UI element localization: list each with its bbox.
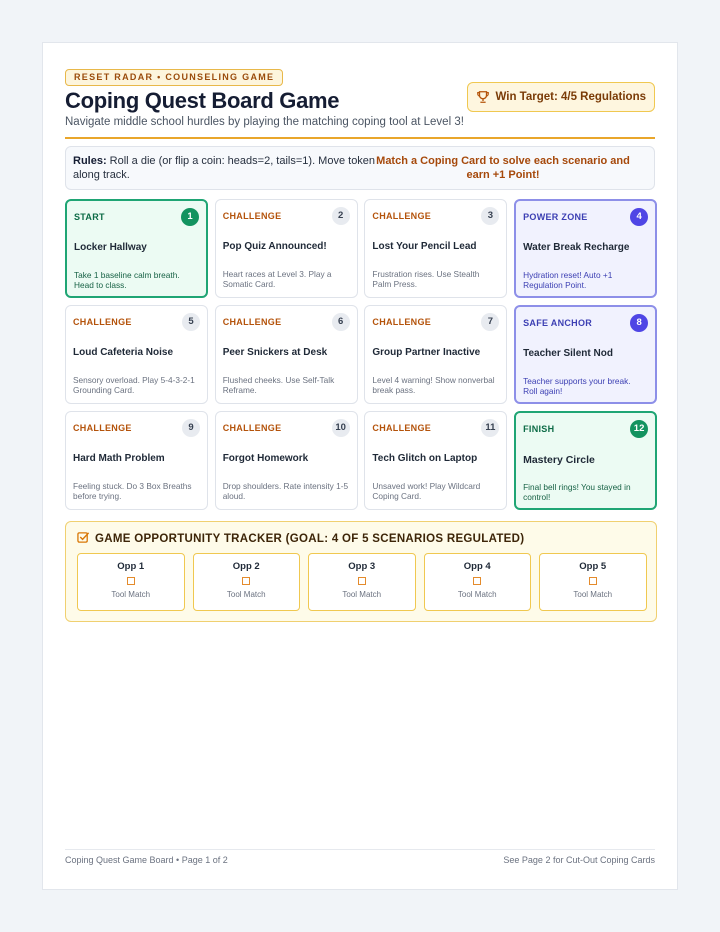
win-target-label: Win Target: 4/5 Regulations — [495, 91, 646, 103]
space-number: 1 — [181, 208, 199, 226]
space-title: Group Partner Inactive — [372, 347, 481, 358]
rules-box — [65, 146, 655, 190]
slot-label: Opp 3 — [348, 561, 376, 572]
space-description: Teacher supports your break. Roll again! — [523, 376, 631, 397]
board-space-2 — [215, 199, 358, 298]
space-description: Hydration reset! Auto +1 Regulation Point. — [523, 270, 613, 291]
rules-text — [73, 154, 381, 182]
space-title: Tech Glitch on Laptop — [372, 453, 478, 464]
tracker-slot-5 — [539, 553, 647, 611]
rules-highlight: Match a Coping Card to solve each scenario and earn +1 Point! — [376, 155, 630, 181]
board-space-9 — [65, 411, 208, 510]
rules-label: Rules: — [73, 155, 107, 167]
worksheet-page — [42, 42, 678, 890]
slot-caption: Tool Match — [342, 590, 382, 599]
space-number: 8 — [630, 314, 648, 332]
space-type: START — [74, 212, 105, 222]
space-description: Frustration rises. Use Stealth Palm Press. — [372, 269, 480, 290]
tracker-slot-4 — [424, 553, 532, 611]
opportunity-tracker — [65, 521, 657, 622]
board-space-6 — [215, 305, 358, 404]
tracker-slots — [77, 553, 647, 611]
slot-label: Opp 2 — [232, 561, 260, 572]
space-type: POWER ZONE — [523, 212, 588, 222]
rules-body: Roll a die (or flip a coin: heads=2, tails=1). Move token along track. — [73, 155, 376, 181]
space-type: CHALLENGE — [372, 211, 432, 221]
footer-divider — [65, 849, 655, 850]
space-description: Final bell rings! You stayed in control! — [523, 482, 631, 503]
space-type: CHALLENGE — [73, 317, 132, 327]
slot-caption: Tool Match — [457, 590, 497, 599]
space-title: Teacher Silent Nod — [523, 348, 613, 359]
footer-left: Coping Quest Game Board • Page 1 of 2 — [65, 855, 228, 865]
space-type: CHALLENGE — [222, 211, 282, 221]
board-space-3 — [364, 199, 507, 298]
header-divider — [65, 137, 655, 139]
footer-right: See Page 2 for Cut-Out Coping Cards — [503, 855, 655, 865]
page-title: Coping Quest Board Game — [65, 88, 340, 113]
space-title: Mastery Circle — [523, 454, 595, 466]
space-description: Heart races at Level 3. Play a Somatic Card. — [222, 269, 332, 290]
space-title: Lost Your Pencil Lead — [372, 241, 477, 252]
space-number: 9 — [182, 419, 200, 437]
board-space-11 — [364, 411, 507, 510]
space-description: Flushed cheeks. Use Self-Talk Reframe. — [222, 375, 335, 396]
slot-checkbox[interactable] — [242, 577, 250, 585]
space-type: FINISH — [523, 424, 555, 434]
board-space-10 — [215, 411, 358, 510]
category-badge: RESET RADAR • COUNSELING GAME — [65, 69, 283, 86]
checkbox-icon — [77, 531, 90, 547]
board-space-1 — [65, 199, 208, 298]
slot-checkbox[interactable] — [589, 577, 597, 585]
space-title: Forgot Homework — [222, 453, 309, 464]
space-description: Feeling stuck. Do 3 Box Breaths before trying. — [73, 481, 192, 502]
space-number: 10 — [332, 419, 350, 437]
tracker-slot-2 — [193, 553, 301, 611]
space-description: Sensory overload. Play 5-4-3-2-1 Grounding Card. — [73, 375, 195, 396]
space-type: CHALLENGE — [372, 317, 432, 327]
space-title: Loud Cafeteria Noise — [73, 347, 174, 358]
board-space-7 — [364, 305, 507, 404]
page-subtitle: Navigate middle school hurdles by playing the matching coping tool at Level 3! — [65, 116, 464, 128]
space-type: SAFE ANCHOR — [523, 318, 593, 328]
tracker-header — [77, 531, 524, 547]
space-description: Unsaved work! Play Wildcard Coping Card. — [372, 481, 481, 502]
slot-checkbox[interactable] — [358, 577, 366, 585]
slot-label: Opp 4 — [463, 561, 491, 572]
slot-checkbox[interactable] — [127, 577, 135, 585]
space-title: Water Break Recharge — [523, 242, 630, 253]
space-type: CHALLENGE — [73, 423, 132, 433]
tracker-slot-1 — [77, 553, 185, 611]
board-space-8 — [514, 305, 657, 404]
board-space-12 — [514, 411, 657, 510]
space-type: CHALLENGE — [222, 317, 282, 327]
slot-label: Opp 5 — [579, 561, 607, 572]
space-number: 4 — [630, 208, 648, 226]
space-description: Level 4 warning! Show nonverbal break pass. — [372, 375, 495, 396]
tracker-slot-3 — [308, 553, 416, 611]
space-title: Hard Math Problem — [73, 453, 165, 464]
slot-label: Opp 1 — [117, 561, 145, 572]
board-space-5 — [65, 305, 208, 404]
space-number: 5 — [182, 313, 200, 331]
space-number: 6 — [332, 313, 350, 331]
space-number: 7 — [481, 313, 499, 331]
space-type: CHALLENGE — [372, 423, 432, 433]
tracker-title: GAME OPPORTUNITY TRACKER (GOAL: 4 OF 5 SCENARIOS REGULATED) — [95, 533, 525, 545]
space-title: Peer Snickers at Desk — [222, 347, 328, 358]
space-description: Drop shoulders. Rate intensity 1-5 aloud. — [222, 481, 349, 502]
space-number: 2 — [332, 207, 350, 225]
slot-checkbox[interactable] — [473, 577, 481, 585]
space-number: 11 — [481, 419, 499, 437]
slot-caption: Tool Match — [111, 590, 151, 599]
space-number: 12 — [630, 420, 648, 438]
slot-caption: Tool Match — [226, 590, 266, 599]
space-description: Take 1 baseline calm breath. Head to class. — [74, 270, 180, 291]
trophy-icon — [476, 90, 490, 104]
board-space-4 — [514, 199, 657, 298]
slot-caption: Tool Match — [573, 590, 613, 599]
space-title: Locker Hallway — [74, 242, 147, 253]
space-number: 3 — [481, 207, 499, 225]
space-type: CHALLENGE — [222, 423, 282, 433]
space-title: Pop Quiz Announced! — [222, 241, 327, 252]
win-target-badge — [467, 82, 655, 112]
